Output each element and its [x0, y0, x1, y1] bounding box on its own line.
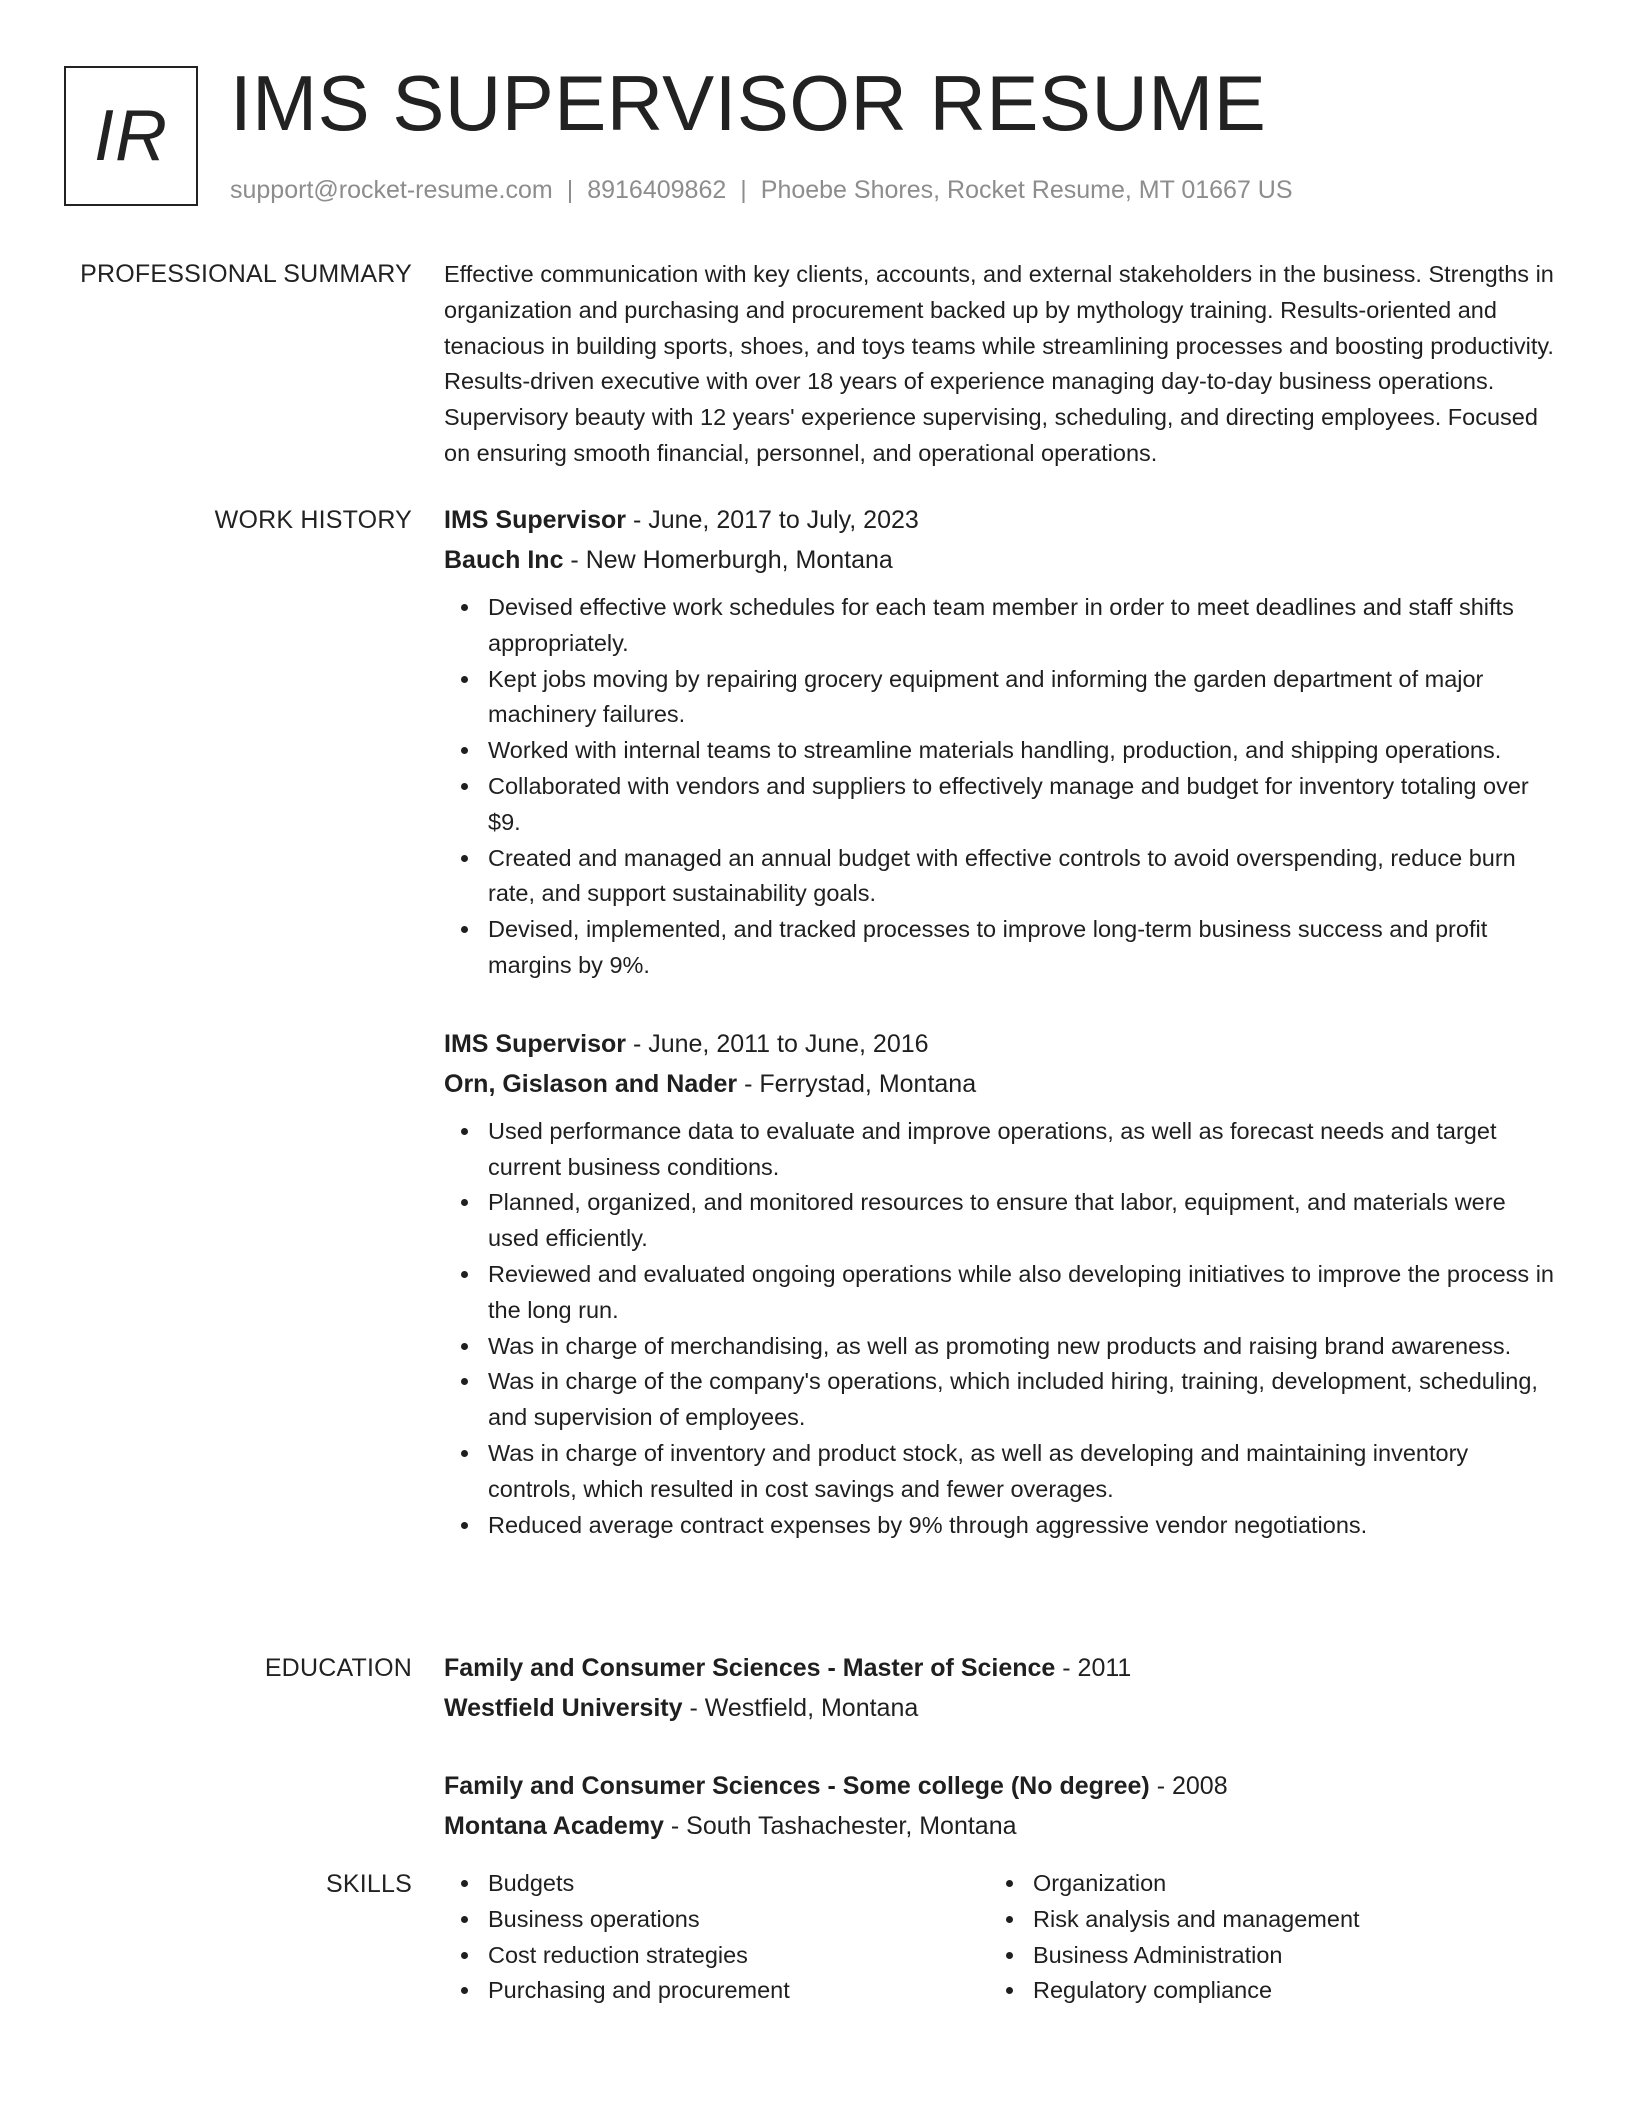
education-school: Westfield University [444, 1694, 683, 1722]
education-location: - South Tashachester, Montana [663, 1812, 1017, 1840]
education-year: - 2011 [1055, 1654, 1132, 1682]
education-degree-line [444, 1648, 1554, 1688]
job-company-line [444, 540, 1554, 580]
job-title-line [444, 1024, 1554, 1064]
job-bullet-list [444, 590, 1554, 984]
job-bullet: Devised effective work schedules for each team member in order to meet deadlines and staff shifts appropriately. [488, 590, 1554, 662]
job-entry [444, 1024, 1554, 1544]
job-dates: - June, 2017 to July, 2023 [626, 506, 919, 534]
summary-text: Effective communication with key clients, accounts, and external stakeholders in the business. Strengths in organization and purchasing and procurement backed up by mythology training. Results-oriented and tenacious in building sports, shoes, and toys teams while streamlining processes and boosting productivity. Results-driven executive with over 18 years of experience managing day-to-day business operations. Supervisory beauty with 12 years' experience supervising, scheduling, and directing employees. Focused on ensuring smooth financial, personnel, and operational operations. [444, 261, 1554, 466]
contact-address: Phoebe Shores, Rocket Resume, MT 01667 US [760, 176, 1293, 204]
education-school: Montana Academy [444, 1812, 664, 1840]
job-bullet: Was in charge of the company's operations, which included hiring, training, development, scheduling, and supervision of employees. [488, 1364, 1554, 1436]
job-bullet-list [444, 1114, 1554, 1544]
skill-item: Business operations [488, 1902, 989, 1938]
job-company: Orn, Gislason and Nader [444, 1069, 738, 1098]
job-bullet: Reviewed and evaluated ongoing operations while also developing initiatives to improve the process in the long run. [488, 1257, 1554, 1329]
job-bullet: Reduced average contract expenses by 9% through aggressive vendor negotiations. [488, 1508, 1554, 1544]
job-location: - Ferrystad, Montana [737, 1069, 977, 1098]
job-bullet: Planned, organized, and monitored resources to ensure that labor, equipment, and materials were used efficiently. [488, 1185, 1554, 1257]
education-degree: Family and Consumer Sciences - Master of Science [444, 1654, 1056, 1682]
contact-line [230, 172, 1293, 208]
job-bullet: Was in charge of merchandising, as well as promoting new products and raising brand awareness. [488, 1329, 1554, 1365]
education-entry [444, 1648, 1554, 1728]
education-degree-line [444, 1766, 1554, 1806]
skill-item: Business Administration [1033, 1938, 1534, 1974]
job-location: - New Homerburgh, Montana [563, 546, 893, 574]
job-dates: - June, 2011 to June, 2016 [626, 1029, 929, 1058]
job-title-line [444, 500, 1554, 540]
monogram-box [64, 66, 198, 206]
section-label-skills: SKILLS [326, 1870, 412, 1898]
skills-grid [444, 1866, 1554, 2009]
job-company-line [444, 1064, 1554, 1104]
skill-item: Cost reduction strategies [488, 1938, 989, 1974]
job-bullet: Created and managed an annual budget with effective controls to avoid overspending, reduce burn rate, and support sustainability goals. [488, 841, 1554, 913]
job-title: IMS Supervisor [444, 506, 626, 534]
job-bullet: Used performance data to evaluate and improve operations, as well as forecast needs and target current business conditions. [488, 1114, 1554, 1186]
education-location: - Westfield, Montana [682, 1694, 919, 1722]
education-school-line [444, 1806, 1554, 1846]
resume-title: IMS SUPERVISOR RESUME [230, 59, 1267, 147]
monogram-initials: IR [94, 96, 168, 176]
section-label-summary: PROFESSIONAL SUMMARY [80, 260, 412, 288]
skill-item: Organization [1033, 1866, 1534, 1902]
skill-item: Risk analysis and management [1033, 1902, 1534, 1938]
skill-item: Regulatory compliance [1033, 1973, 1534, 2009]
skills-list-right [989, 1866, 1534, 2009]
job-bullet: Devised, implemented, and tracked processes to improve long-term business success and profit margins by 9%. [488, 912, 1554, 984]
contact-separator: | [566, 176, 574, 204]
education-school-line [444, 1688, 1554, 1728]
job-company: Bauch Inc [444, 546, 564, 574]
section-label-work-history: WORK HISTORY [214, 506, 412, 534]
job-bullet: Worked with internal teams to streamline materials handling, production, and shipping operations. [488, 733, 1554, 769]
education-degree: Family and Consumer Sciences - Some college (No degree) [444, 1772, 1150, 1800]
job-bullet: Kept jobs moving by repairing grocery equipment and informing the garden department of major machinery failures. [488, 662, 1554, 734]
education-entry [444, 1766, 1554, 1846]
job-title: IMS Supervisor [444, 1029, 626, 1058]
job-bullet: Collaborated with vendors and suppliers to effectively manage and budget for inventory totaling over $9. [488, 769, 1554, 841]
job-entry [444, 500, 1554, 984]
education-year: - 2008 [1149, 1772, 1228, 1800]
skill-item: Budgets [488, 1866, 989, 1902]
section-label-education: EDUCATION [264, 1654, 412, 1682]
contact-separator: | [740, 176, 747, 204]
contact-phone[interactable]: 8916409862 [587, 176, 727, 204]
job-bullet: Was in charge of inventory and product stock, as well as developing and maintaining inventory controls, which resulted in cost savings and fewer overages. [488, 1436, 1554, 1508]
contact-email[interactable]: support@rocket-resume.com [230, 176, 553, 204]
skills-list-left [444, 1866, 989, 2009]
skill-item: Purchasing and procurement [488, 1973, 989, 2009]
